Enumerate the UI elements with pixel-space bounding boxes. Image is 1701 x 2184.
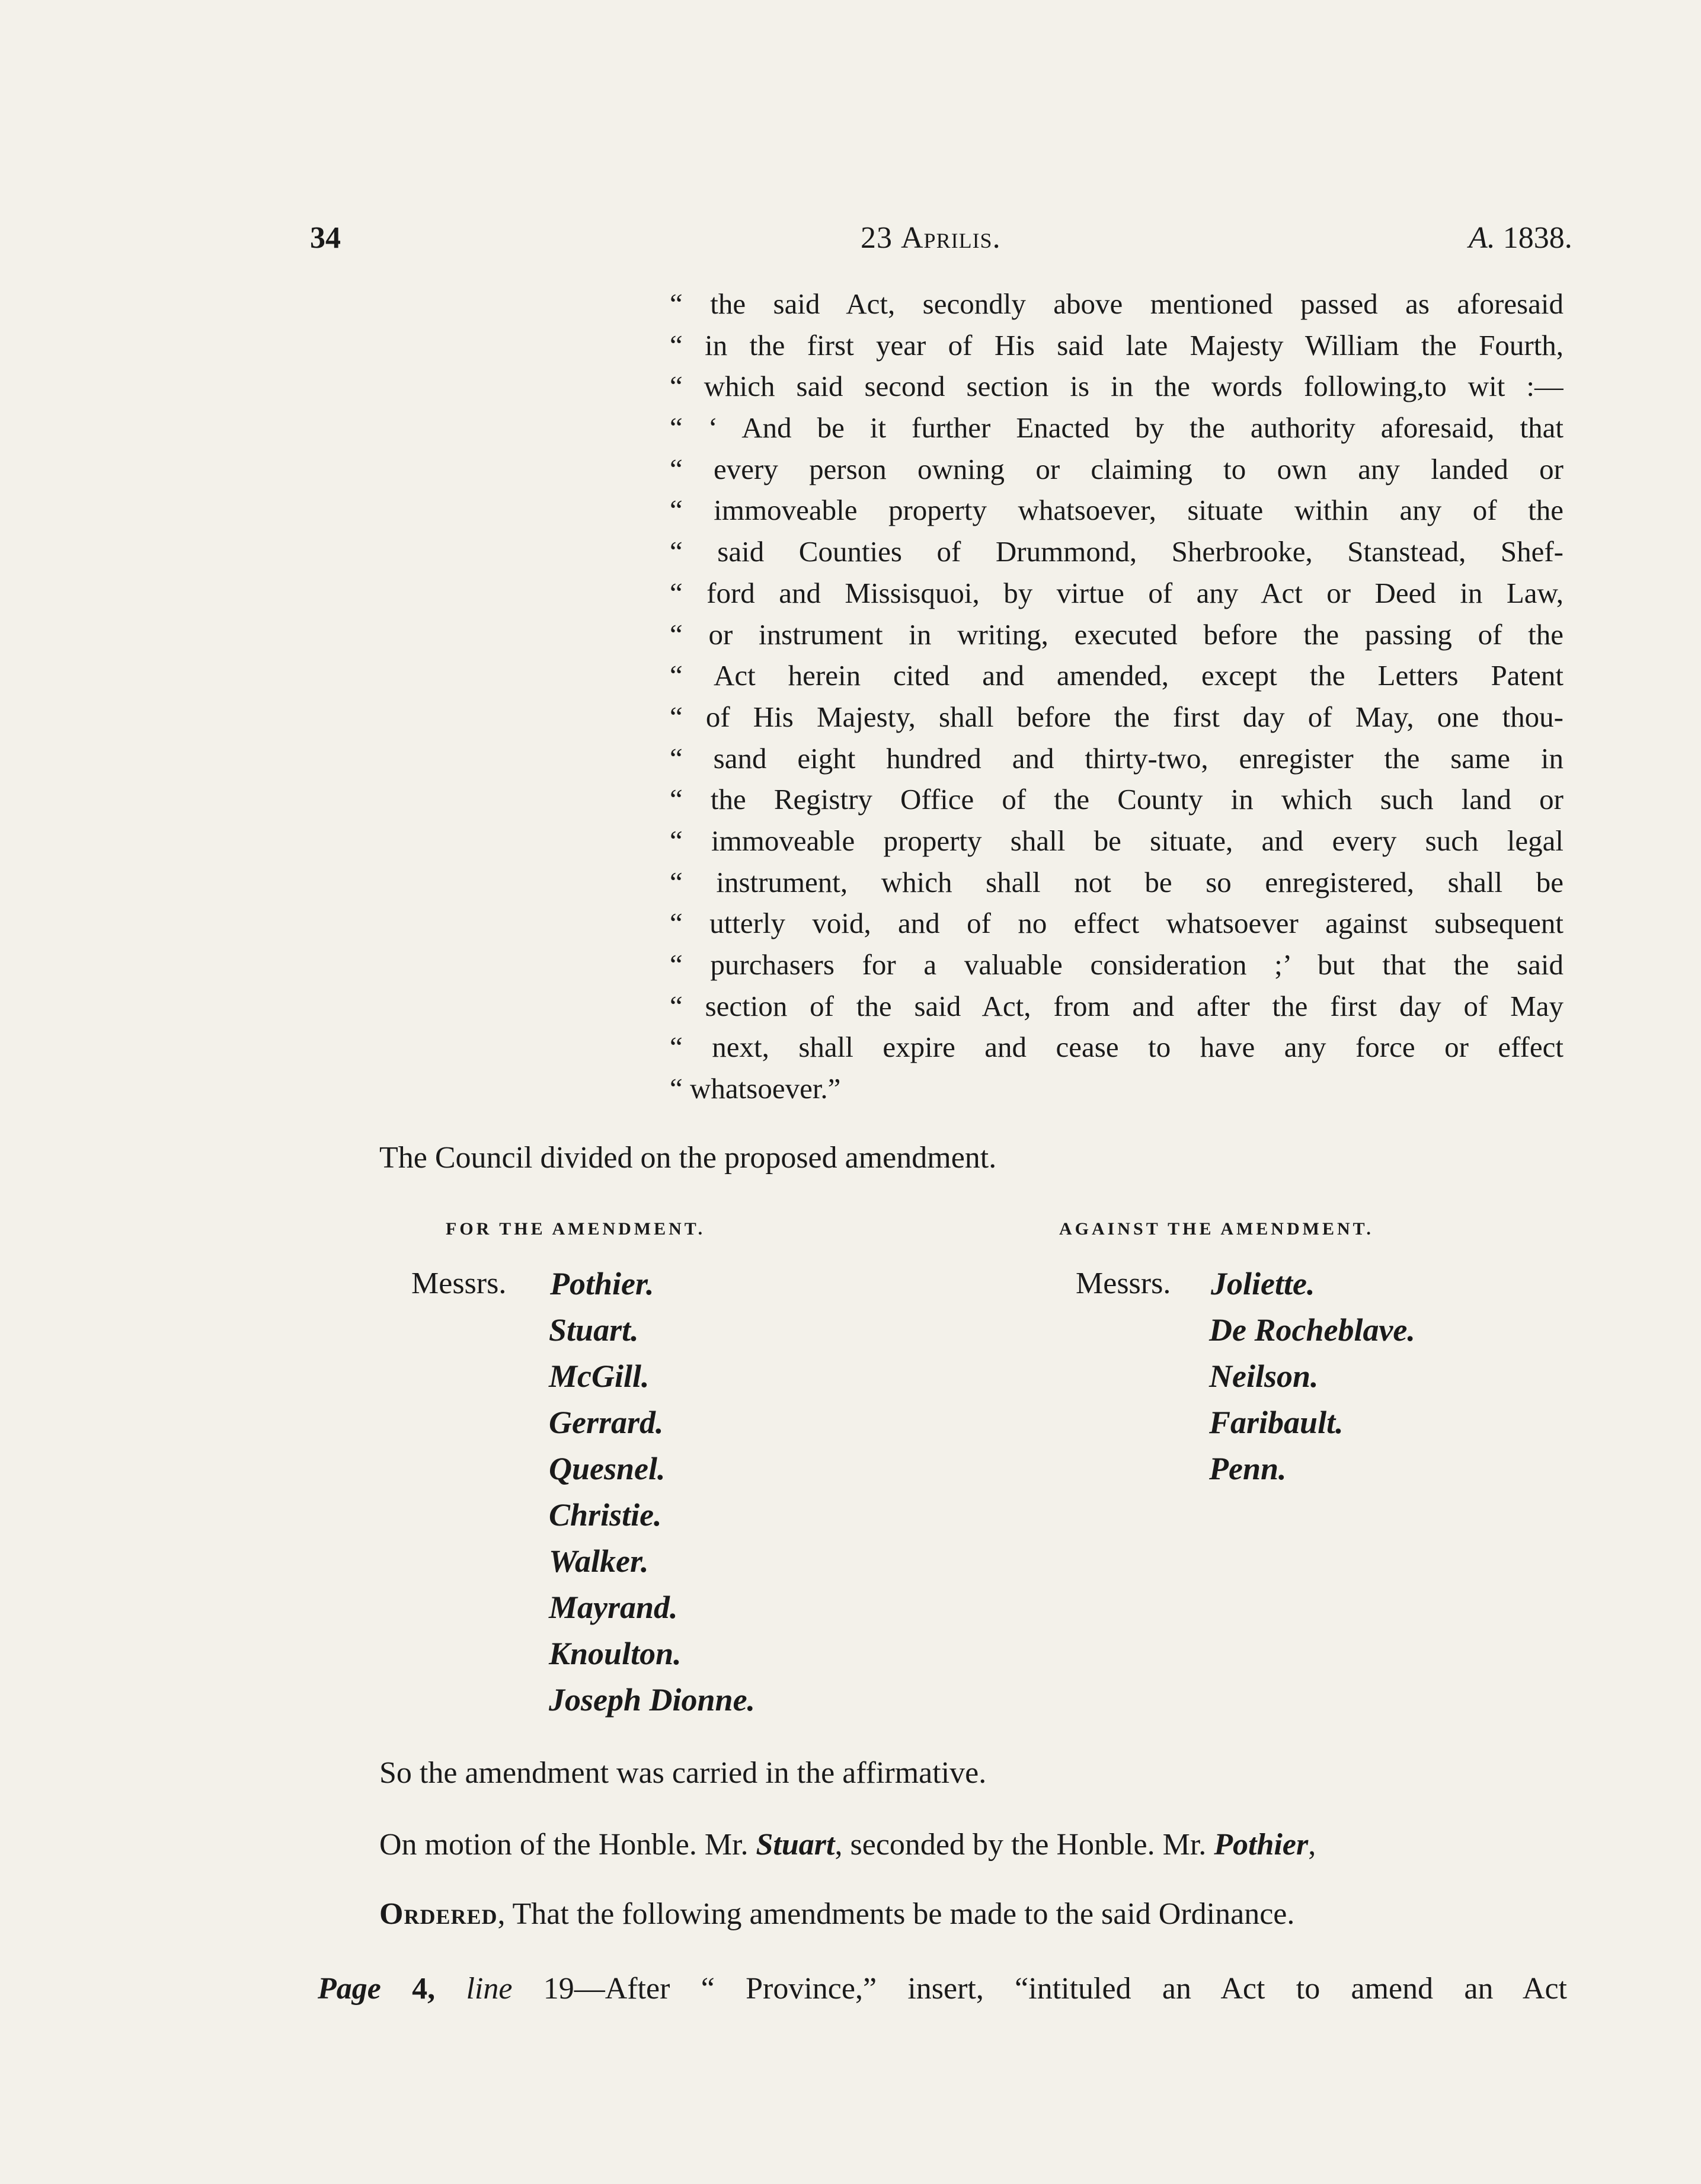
against-member-name: De Rocheblave. [1209,1312,1415,1348]
quote-line: “ said Counties of Drummond, Sherbrooke, Stanstead, Shef- [670,535,1563,568]
result-line: So the amendment was carried in the affirmative. [379,1756,987,1790]
for-member-name: Walker. [549,1543,649,1579]
for-member-name: McGill. [549,1358,650,1394]
running-head-year: A. 1838. [1469,221,1572,255]
motion-line: On motion of the Honble. Mr. Stuart, seconded by the Honble. Mr. Pothier, [379,1828,1316,1862]
quote-line: “ immoveable property whatsoever, situate within any of the [670,494,1563,527]
for-member-name: Pothier. [550,1266,654,1302]
division-intro: The Council divided on the proposed amendment. [379,1141,997,1175]
quote-line: “ utterly void, and of no effect whatsoever against subsequent [670,907,1563,940]
quote-line: “ next, shall expire and cease to have any force or effect [670,1031,1563,1064]
for-messrs-label: Messrs. [411,1267,507,1300]
for-member-name: Christie. [549,1497,662,1533]
against-amendment-heading: AGAINST THE AMENDMENT. [1059,1219,1374,1239]
against-member-name: Neilson. [1209,1358,1319,1394]
against-member-name: Penn. [1209,1451,1287,1486]
for-member-name: Quesnel. [549,1451,666,1486]
quote-line: “ in the first year of His said late Majesty William the Fourth, [670,328,1563,362]
quote-line: “ ‘ And be it further Enacted by the authority aforesaid, that [670,411,1563,445]
against-messrs-label: Messrs. [1076,1267,1171,1300]
against-member-name: Joliette. [1211,1266,1315,1302]
quote-line: “ whatsoever.” [670,1072,841,1105]
quote-line: “ Act herein cited and amended, except the Letters Patent [670,659,1563,692]
page-number: 34 [310,221,341,255]
quoted-statute-text [670,283,1563,1109]
quote-line: “ section of the said Act, from and after the first day of May [670,989,1563,1022]
quote-line: “ sand eight hundred and thirty-two, enregister the same in [670,741,1563,775]
quote-line: “ instrument, which shall not be so enregistered, shall be [670,865,1563,898]
ordered-line: Ordered, That the following amendments be made to the said Ordinance. [379,1897,1295,1931]
quote-line: “ or instrument in writing, executed before the passing of the [670,618,1563,651]
for-member-name: Knoulton. [549,1636,682,1671]
for-amendment-heading: FOR THE AMENDMENT. [446,1219,706,1239]
quote-line: “ ford and Missisquoi, by virtue of any Act or Deed in Law, [670,576,1563,609]
quote-line: “ purchasers for a valuable consideration ;’ but that the said [670,948,1563,981]
quote-line: “ which said second section is in the words following,to wit :— [670,370,1563,403]
running-head-date: 23 Aprilis. [861,221,1001,255]
quote-line: “ immoveable property shall be situate, and every such legal [670,824,1563,857]
quote-line: “ of His Majesty, shall before the first day of May, one thou- [670,700,1563,733]
amendment-line: Page 4, line 19—After “ Province,” insert, “intituled an Act to amend an Act [318,1972,1568,2006]
quote-line: “ the Registry Office of the County in which such land or [670,783,1563,816]
against-member-name: Faribault. [1209,1405,1344,1440]
quote-line: “ every person owning or claiming to own any landed or [670,452,1563,485]
for-member-name: Mayrand. [549,1590,678,1625]
for-member-name: Stuart. [549,1312,639,1348]
for-member-name: Joseph Dionne. [549,1682,756,1718]
for-member-name: Gerrard. [549,1405,664,1440]
quote-line: “ the said Act, secondly above mentioned passed as aforesaid [670,287,1563,320]
